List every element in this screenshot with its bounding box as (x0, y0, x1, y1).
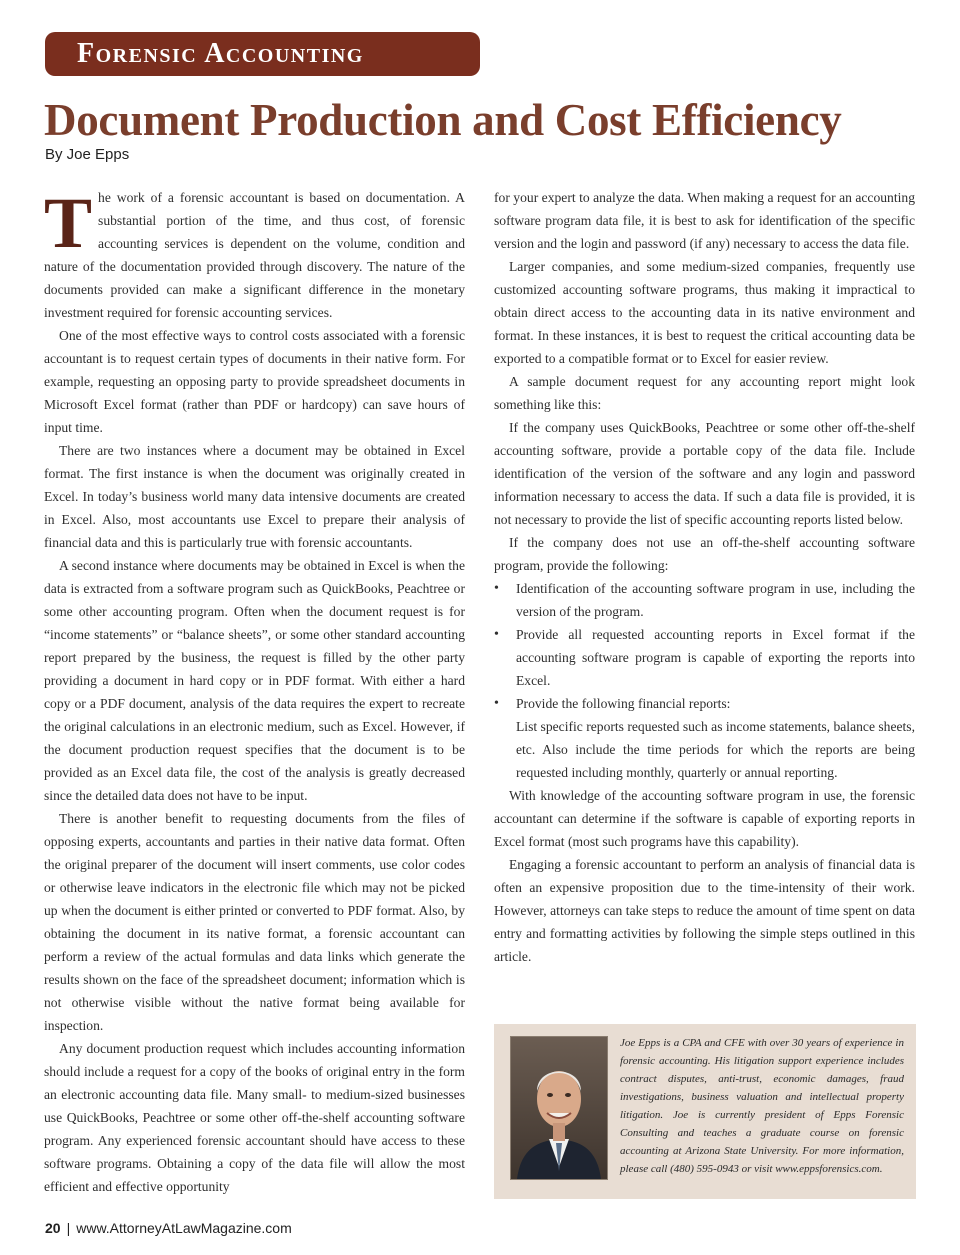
paragraph: Larger companies, and some medium-sized companies, frequently use customized accounting software programs, thus making it impractical to obtain direct access to the accounting data in its native environment and format. In these instances, it is best to request the critical accounting data be exported to a compatible format or to Excel for easier review. (494, 259, 915, 366)
sub-paragraph: List specific reports requested such as income statements, balance sheets, etc. Also include the time periods for which the reports are being requested including monthly, quarterly or annual reporting. (516, 719, 915, 780)
paragraph: A sample document request for any accounting report might look something like this: (494, 374, 915, 412)
paragraph: One of the most effective ways to control costs associated with a forensic accountant is to request certain types of documents in their native form. For example, requesting an opposing party to provide spreadsheet documents in Microsoft Excel format (rather than PDF or hardcopy) can save hours of input time. (44, 328, 465, 435)
author-photo (510, 1036, 608, 1180)
bullet-item: • Provide the following financial reports: (494, 692, 915, 715)
paragraph: With knowledge of the accounting software program in use, the forensic accountant can determine if the software is capable of exporting reports in Excel format (most such programs have this capability). (494, 788, 915, 849)
paragraph: If the company does not use an off-the-shelf accounting software program, provide the following: (494, 535, 915, 573)
paragraph: There is another benefit to requesting documents from the files of opposing experts, accountants and parties in their native data format. Often the original preparer of the document will insert comments, use color codes or otherwise leave indicators in the electronic file which may not be picked up when the document is either printed or converted to PDF format. Also, by obtaining the document in its native format, a forensic accountant can perform a review of the actual formulas and data links which generate the results shown on the face of the spreadsheet document; information which is not otherwise visible without the native format being available for inspection. (44, 811, 465, 1033)
drop-cap: T (44, 183, 93, 263)
author-bio-text: Joe Epps is a CPA and CFE with over 30 years of experience in forensic accounting. His litigation support experience includes contract disputes, anti-trust, economic damages, fraud investigations, business valuation and intellectual property litigation. Joe is currently president of Epps Forensic Consulting and teaches a graduate course on forensic accounting at Arizona State University. For more information, please call (480) 595-0943 or visit www.eppsforensics.com. (620, 1037, 904, 1175)
byline: By Joe Epps (45, 146, 130, 163)
bullet-item: • Identification of the accounting software program in use, including the version of the program. (494, 577, 915, 623)
continued-paragraph: for your expert to analyze the data. When making a request for an accounting software program data file, it is best to ask for identification of the specific version and the login and password (if any) necessary to access the data file. (494, 190, 915, 251)
bullet-list (494, 577, 915, 715)
first-paragraph (44, 183, 465, 324)
bullet-item: • Provide all requested accounting reports in Excel format if the accounting software program is capable of exporting the reports into Excel. (494, 623, 915, 692)
left-column (44, 183, 465, 1198)
article-headline: Document Production and Cost Efficiency (44, 95, 842, 145)
paragraph: If the company uses QuickBooks, Peachtree or some other off-the-shelf accounting software, provide a portable copy of the data file. Include identification of the version of the software and any login and password information necessary to access the data. If such a data file is provided, it is not necessary to provide the list of specific accounting reports listed below. (494, 420, 915, 527)
paragraph: Engaging a forensic accountant to perform an analysis of financial data is often an expensive proposition due to the time-intensity of their work. However, attorneys can take steps to reduce the amount of time spent on data entry and formatting activities by following the simple steps outlined in this article. (494, 857, 915, 964)
section-label: Forensic Accounting (77, 38, 364, 69)
paragraph: There are two instances where a document may be obtained in Excel format. The first instance is when the document was originally created in Excel. In today’s business world many data intensive documents are created in Excel. Also, most accountants use Excel to prepare their analysis of financial data and this is particularly true with forensic accountants. (44, 443, 465, 550)
paragraph: Any document production request which includes accounting information should include a request for a copy of the books of original entry in the form an electronic accounting data file. Many small- to medium-sized businesses use QuickBooks, Peachtree or some other off-the-shelf accounting software program. Any experienced forensic accountant should have access to these software programs. Obtaining a copy of the data file will allow the most efficient and effective opportunity (44, 1041, 465, 1194)
page-number: 20 (45, 1220, 61, 1236)
footer-url[interactable]: www.AttorneyAtLawMagazine.com (76, 1220, 292, 1236)
paragraph: A second instance where documents may be obtained in Excel is when the data is extracted from a software program such as QuickBooks, Peachtree or some other accounting program. Often when the document request is for “income statements” or “balance sheets”, or some other standard accounting report prepared by the business, the request is filled by the other party providing a document in hard copy or in PDF format. With either a hard copy or a PDF document, analysis of the data requires the expert to recreate the original calculations in an electronic medium, such as Excel. However, if the document production request specifies that the document is to be provided as an Excel data file, the cost of the analysis is greatly decreased since the detailed data does not have to be input. (44, 558, 465, 803)
section-tab (45, 32, 480, 76)
footer-separator: | (66, 1220, 71, 1236)
right-column (494, 186, 915, 968)
first-paragraph-text: he work of a forensic accountant is based on documentation. A substantial portion of the time, and thus cost, of forensic accounting services is dependent on the volume, condition and nature of the documentation provided through discovery. The nature of the documents provided can make a significant difference in the monetary investment required for forensic accounting services. (44, 190, 465, 320)
page-footer (45, 1220, 292, 1236)
author-bio-box (494, 1024, 916, 1199)
